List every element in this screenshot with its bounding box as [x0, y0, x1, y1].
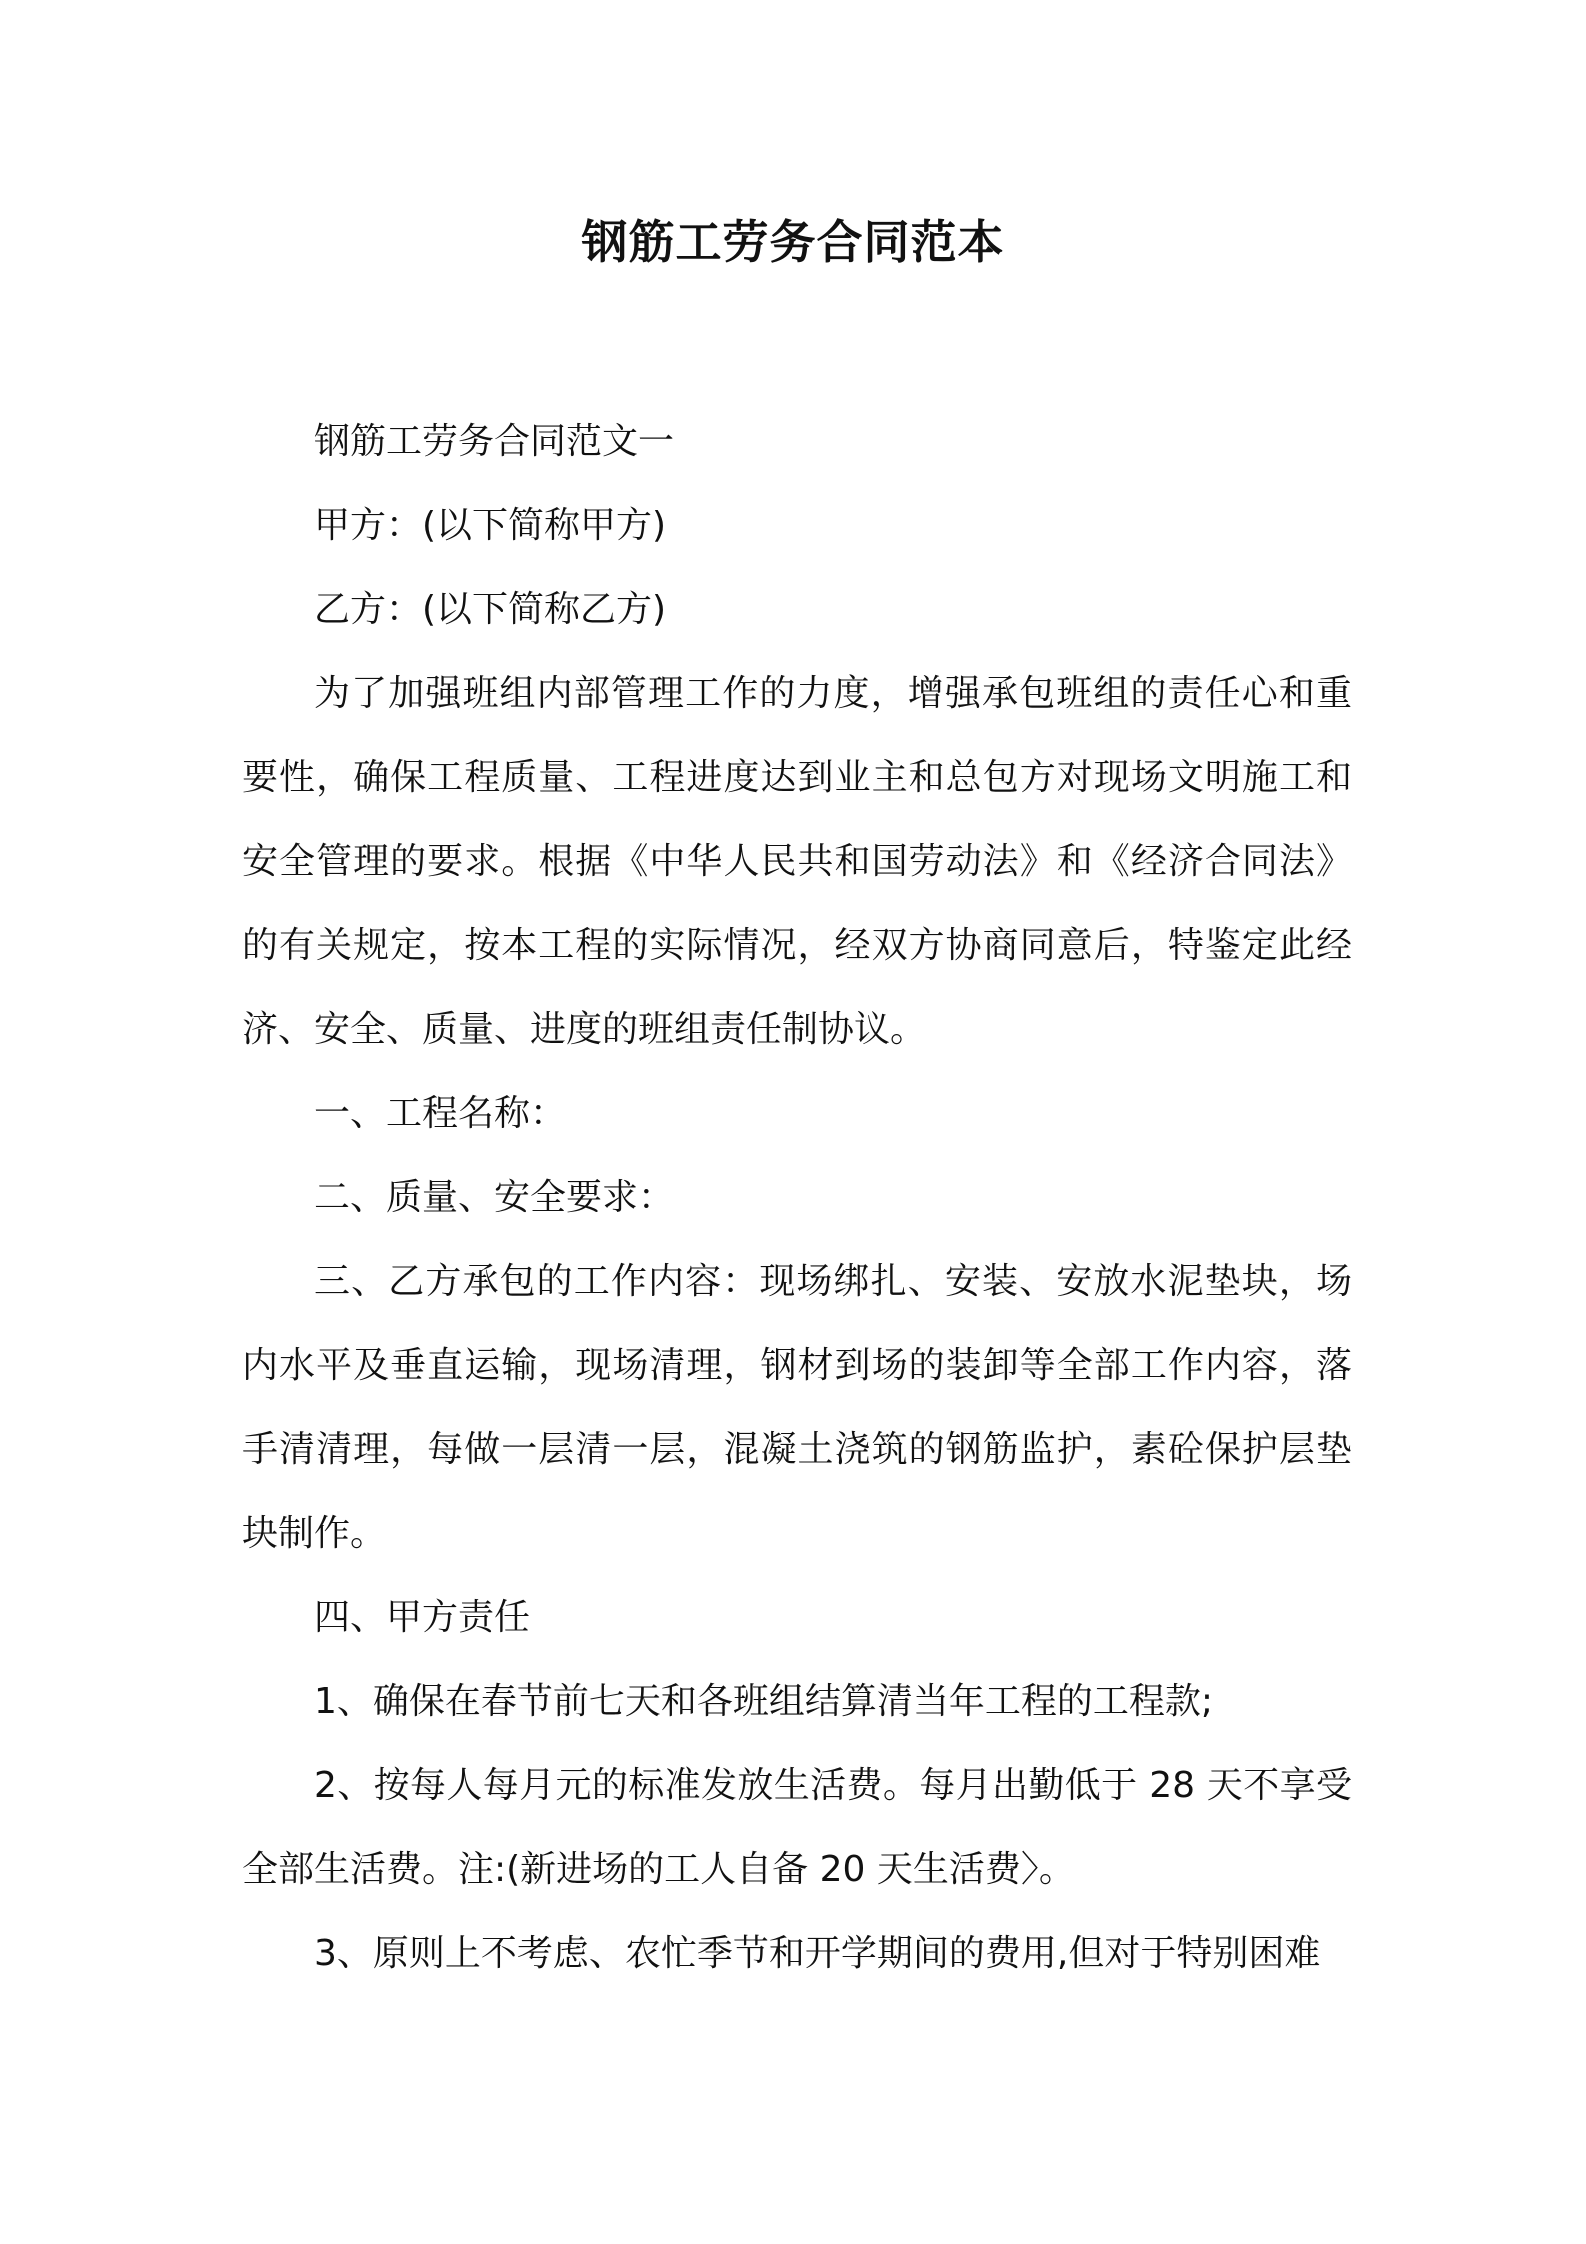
- paragraph-party-b: 乙方：(以下简称乙方): [314, 589, 667, 630]
- paragraph-work-scope: 三、乙方承包的工作内容：现场绑扎、安装、安放水泥垫块，场内水平及垂直运输，现场清理，钢材到场的装卸等全部工作内容，落手清清理，每做一层清一层，混凝土浇筑的钢筋监护，素砼保护层垫块制作。: [242, 1261, 1352, 1554]
- paragraph-clause-2: 2、按每人每月元的标准发放生活费。每月出勤低于 28 天不享受全部生活费。注:(新进场的工人自备 20 天生活费〉。: [242, 1765, 1352, 1890]
- paragraph-clause-3: 3、原则上不考虑、农忙季节和开学期间的费用,但对于特别困难: [314, 1933, 1321, 1974]
- paragraph-preamble: 为了加强班组内部管理工作的力度，增强承包班组的责任心和重要性，确保工程质量、工程进度达到业主和总包方对现场文明施工和安全管理的要求。根据《中华人民共和国劳动法》和《经济合同法》的有关规定，按本工程的实际情况，经双方协商同意后，特鉴定此经济、安全、质量、进度的班组责任制协议。: [242, 673, 1352, 1050]
- paragraph-subtitle: 钢筋工劳务合同范文一: [314, 421, 675, 462]
- document-title: 钢筋工劳务合同范本: [581, 215, 1005, 269]
- paragraph-party-a-duties: 四、甲方责任: [314, 1597, 531, 1638]
- paragraph-clause-1: 1、确保在春节前七天和各班组结算清当年工程的工程款;: [314, 1681, 1214, 1722]
- paragraph-quality-safety: 二、质量、安全要求：: [314, 1177, 675, 1218]
- paragraph-project-name: 一、工程名称：: [314, 1093, 567, 1134]
- document-body: [242, 400, 1352, 1996]
- paragraph-party-a: 甲方：(以下简称甲方): [314, 505, 667, 546]
